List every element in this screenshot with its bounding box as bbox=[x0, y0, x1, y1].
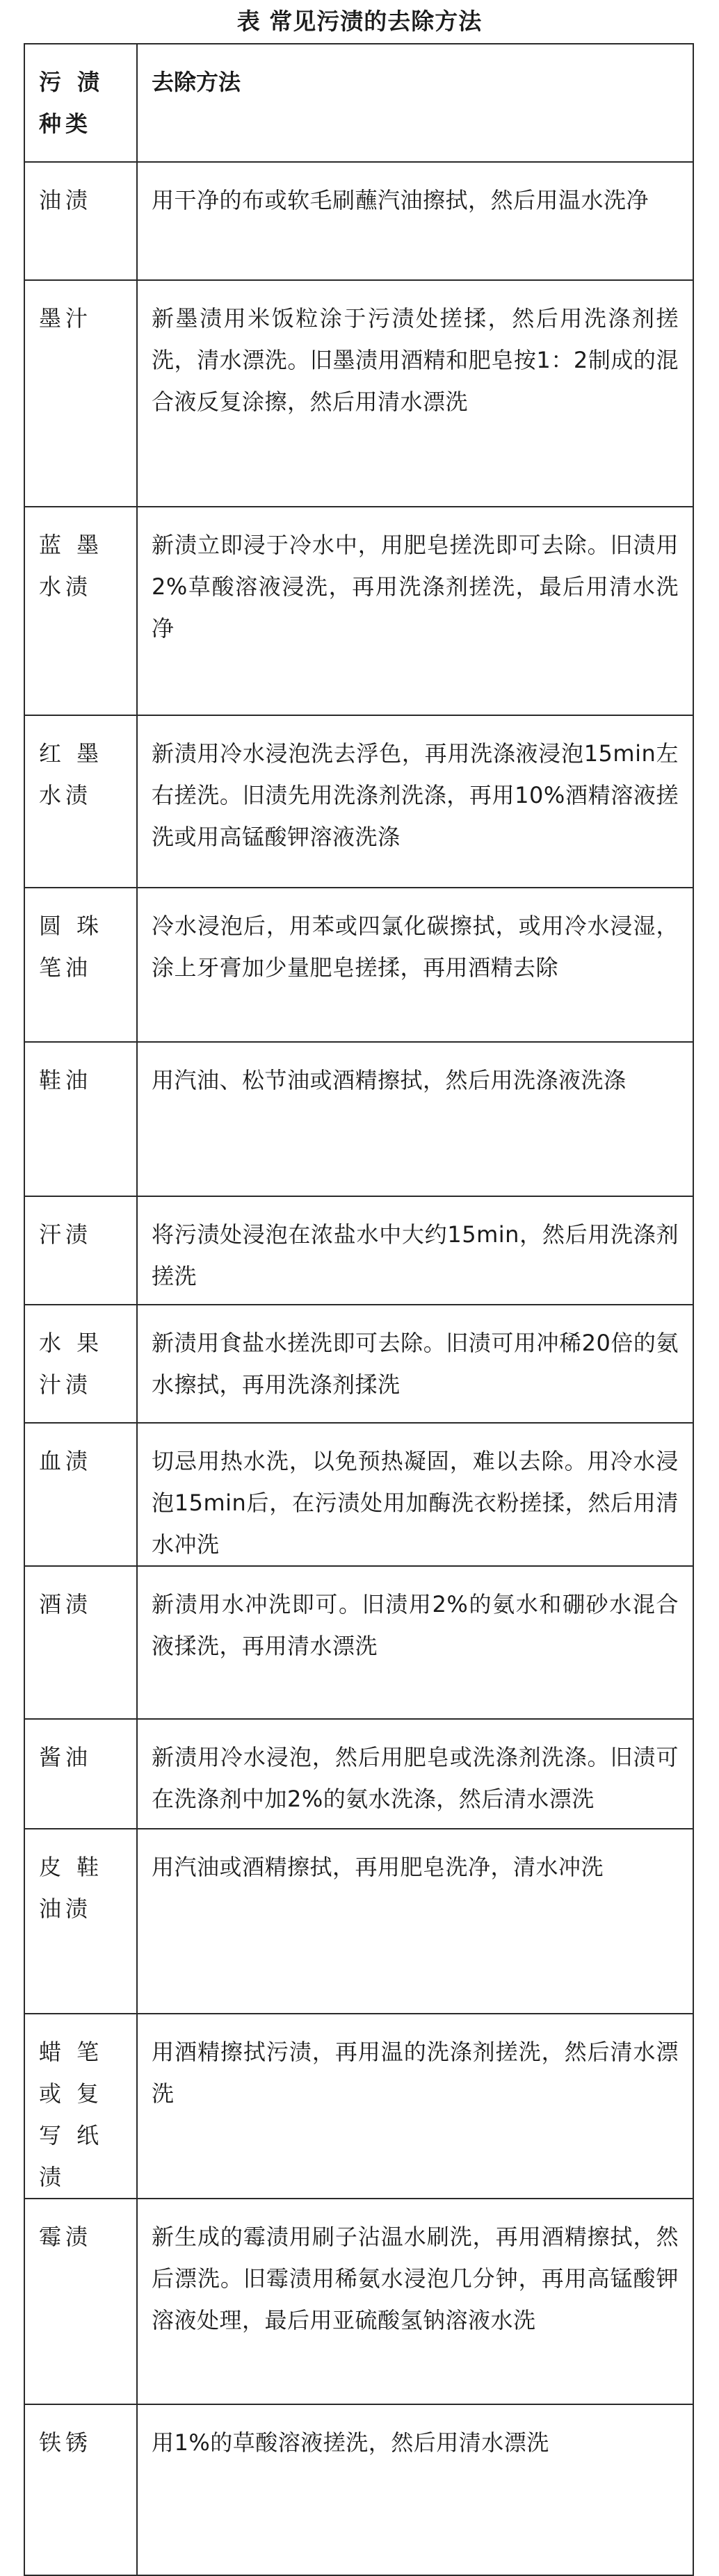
removal-method-cell: 用汽油或酒精擦拭，再用肥皂洗净，清水冲洗 bbox=[137, 1829, 693, 2014]
stain-type-line: 墨汁 bbox=[39, 305, 92, 332]
removal-method-cell: 新墨渍用米饭粒涂于污渍处搓揉，然后用洗涤剂搓洗，清水漂洗。旧墨渍用酒精和肥皂按1：2制成的混合液反复涂擦，然后用清水漂洗 bbox=[137, 280, 693, 507]
stain-type-cell bbox=[24, 2014, 137, 2199]
stain-type-line: 汁渍 bbox=[39, 1371, 92, 1398]
header-stain-type-line: 污 渍 bbox=[39, 69, 104, 95]
stain-type-line: 鞋油 bbox=[39, 1067, 92, 1093]
table-row bbox=[24, 1719, 693, 1829]
stain-type-line: 汗渍 bbox=[39, 1221, 92, 1248]
stain-type-cell bbox=[24, 1829, 137, 2014]
table-row bbox=[24, 715, 693, 888]
stain-type-line: 霉渍 bbox=[39, 2224, 92, 2250]
stain-type-line: 蓝 墨 bbox=[39, 532, 104, 558]
removal-method-cell: 新渍用冷水浸泡洗去浮色，再用洗涤液浸泡15min左右搓洗。旧渍先用洗涤剂洗涤，再用10%酒精溶液搓洗或用高锰酸钾溶液洗涤 bbox=[137, 715, 693, 888]
stain-type-line: 写 纸 bbox=[39, 2122, 104, 2149]
header-stain-type-line: 种类 bbox=[39, 111, 92, 137]
header-removal-method: 去除方法 bbox=[137, 44, 693, 162]
stain-type-line: 酒渍 bbox=[39, 1591, 92, 1617]
removal-method-cell: 冷水浸泡后，用苯或四氯化碳擦拭，或用冷水浸湿，涂上牙膏加少量肥皂搓揉，再用酒精去除 bbox=[137, 888, 693, 1042]
table-row bbox=[24, 1566, 693, 1719]
stain-type-line: 红 墨 bbox=[39, 740, 104, 767]
stain-type-line: 血渍 bbox=[39, 1448, 92, 1474]
stain-type-line: 水 果 bbox=[39, 1330, 104, 1356]
stain-type-cell bbox=[24, 280, 137, 507]
table-header-row bbox=[24, 44, 693, 162]
stain-type-line: 酱油 bbox=[39, 1744, 92, 1770]
stain-type-cell bbox=[24, 1305, 137, 1423]
removal-method-cell: 用1%的草酸溶液搓洗，然后用清水漂洗 bbox=[137, 2404, 693, 2575]
table-row bbox=[24, 1423, 693, 1566]
stain-type-line: 皮 鞋 bbox=[39, 1854, 104, 1880]
stain-type-line: 铁锈 bbox=[39, 2429, 92, 2456]
table-row bbox=[24, 507, 693, 715]
stain-type-cell bbox=[24, 1423, 137, 1566]
stain-type-cell bbox=[24, 1719, 137, 1829]
table-row bbox=[24, 888, 693, 1042]
removal-method-cell: 切忌用热水洗，以免预热凝固，难以去除。用冷水浸泡15min后，在污渍处用加酶洗衣粉搓揉，然后用清水冲洗 bbox=[137, 1423, 693, 1566]
stain-type-cell bbox=[24, 507, 137, 715]
removal-method-cell: 新生成的霉渍用刷子沾温水刷洗，再用酒精擦拭，然后漂洗。旧霉渍用稀氨水浸泡几分钟，再用高锰酸钾溶液处理，最后用亚硫酸氢钠溶液水洗 bbox=[137, 2199, 693, 2404]
stain-type-cell bbox=[24, 162, 137, 280]
header-stain-type bbox=[24, 44, 137, 162]
table-body bbox=[24, 162, 693, 2575]
table-row bbox=[24, 1829, 693, 2014]
removal-method-cell: 新渍用冷水浸泡，然后用肥皂或洗涤剂洗涤。旧渍可在洗涤剂中加2%的氨水洗涤，然后清水漂洗 bbox=[137, 1719, 693, 1829]
stain-type-line: 油渍 bbox=[39, 1896, 92, 1922]
stain-type-line: 或 复 bbox=[39, 2080, 104, 2107]
stain-type-cell bbox=[24, 1196, 137, 1305]
removal-method-cell: 用汽油、松节油或酒精擦拭，然后用洗涤液洗涤 bbox=[137, 1042, 693, 1196]
stain-type-line: 水渍 bbox=[39, 782, 92, 808]
stain-type-line: 油渍 bbox=[39, 187, 92, 213]
table-caption: 表 常见污渍的去除方法 bbox=[236, 8, 483, 35]
stain-type-cell bbox=[24, 888, 137, 1042]
table-row bbox=[24, 280, 693, 507]
table-row bbox=[24, 1042, 693, 1196]
stain-type-cell bbox=[24, 2404, 137, 2575]
stain-type-cell bbox=[24, 2199, 137, 2404]
table-row bbox=[24, 2199, 693, 2404]
table-row bbox=[24, 1196, 693, 1305]
removal-method-cell: 用干净的布或软毛刷蘸汽油擦拭，然后用温水洗净 bbox=[137, 162, 693, 280]
removal-method-cell: 新渍立即浸于冷水中，用肥皂搓洗即可去除。旧渍用2%草酸溶液浸洗，再用洗涤剂搓洗，最后用清水洗净 bbox=[137, 507, 693, 715]
stain-type-line: 水渍 bbox=[39, 573, 92, 600]
table-row bbox=[24, 2014, 693, 2199]
stain-type-cell bbox=[24, 1042, 137, 1196]
stain-removal-table bbox=[24, 43, 694, 2576]
stain-type-cell bbox=[24, 715, 137, 888]
table-row bbox=[24, 1305, 693, 1423]
removal-method-cell: 用酒精擦拭污渍，再用温的洗涤剂搓洗，然后清水漂洗 bbox=[137, 2014, 693, 2199]
stain-type-line: 笔油 bbox=[39, 954, 92, 981]
removal-method-cell: 新渍用食盐水搓洗即可去除。旧渍可用冲稀20倍的氨水擦拭，再用洗涤剂揉洗 bbox=[137, 1305, 693, 1423]
stain-type-line: 渍 bbox=[39, 2164, 66, 2190]
removal-method-cell: 将污渍处浸泡在浓盐水中大约15min，然后用洗涤剂搓洗 bbox=[137, 1196, 693, 1305]
table-row bbox=[24, 162, 693, 280]
table-row bbox=[24, 2404, 693, 2575]
stain-type-line: 蜡 笔 bbox=[39, 2039, 104, 2065]
removal-method-cell: 新渍用水冲洗即可。旧渍用2%的氨水和硼砂水混合液揉洗，再用清水漂洗 bbox=[137, 1566, 693, 1719]
stain-type-line: 圆 珠 bbox=[39, 913, 104, 939]
stain-type-cell bbox=[24, 1566, 137, 1719]
